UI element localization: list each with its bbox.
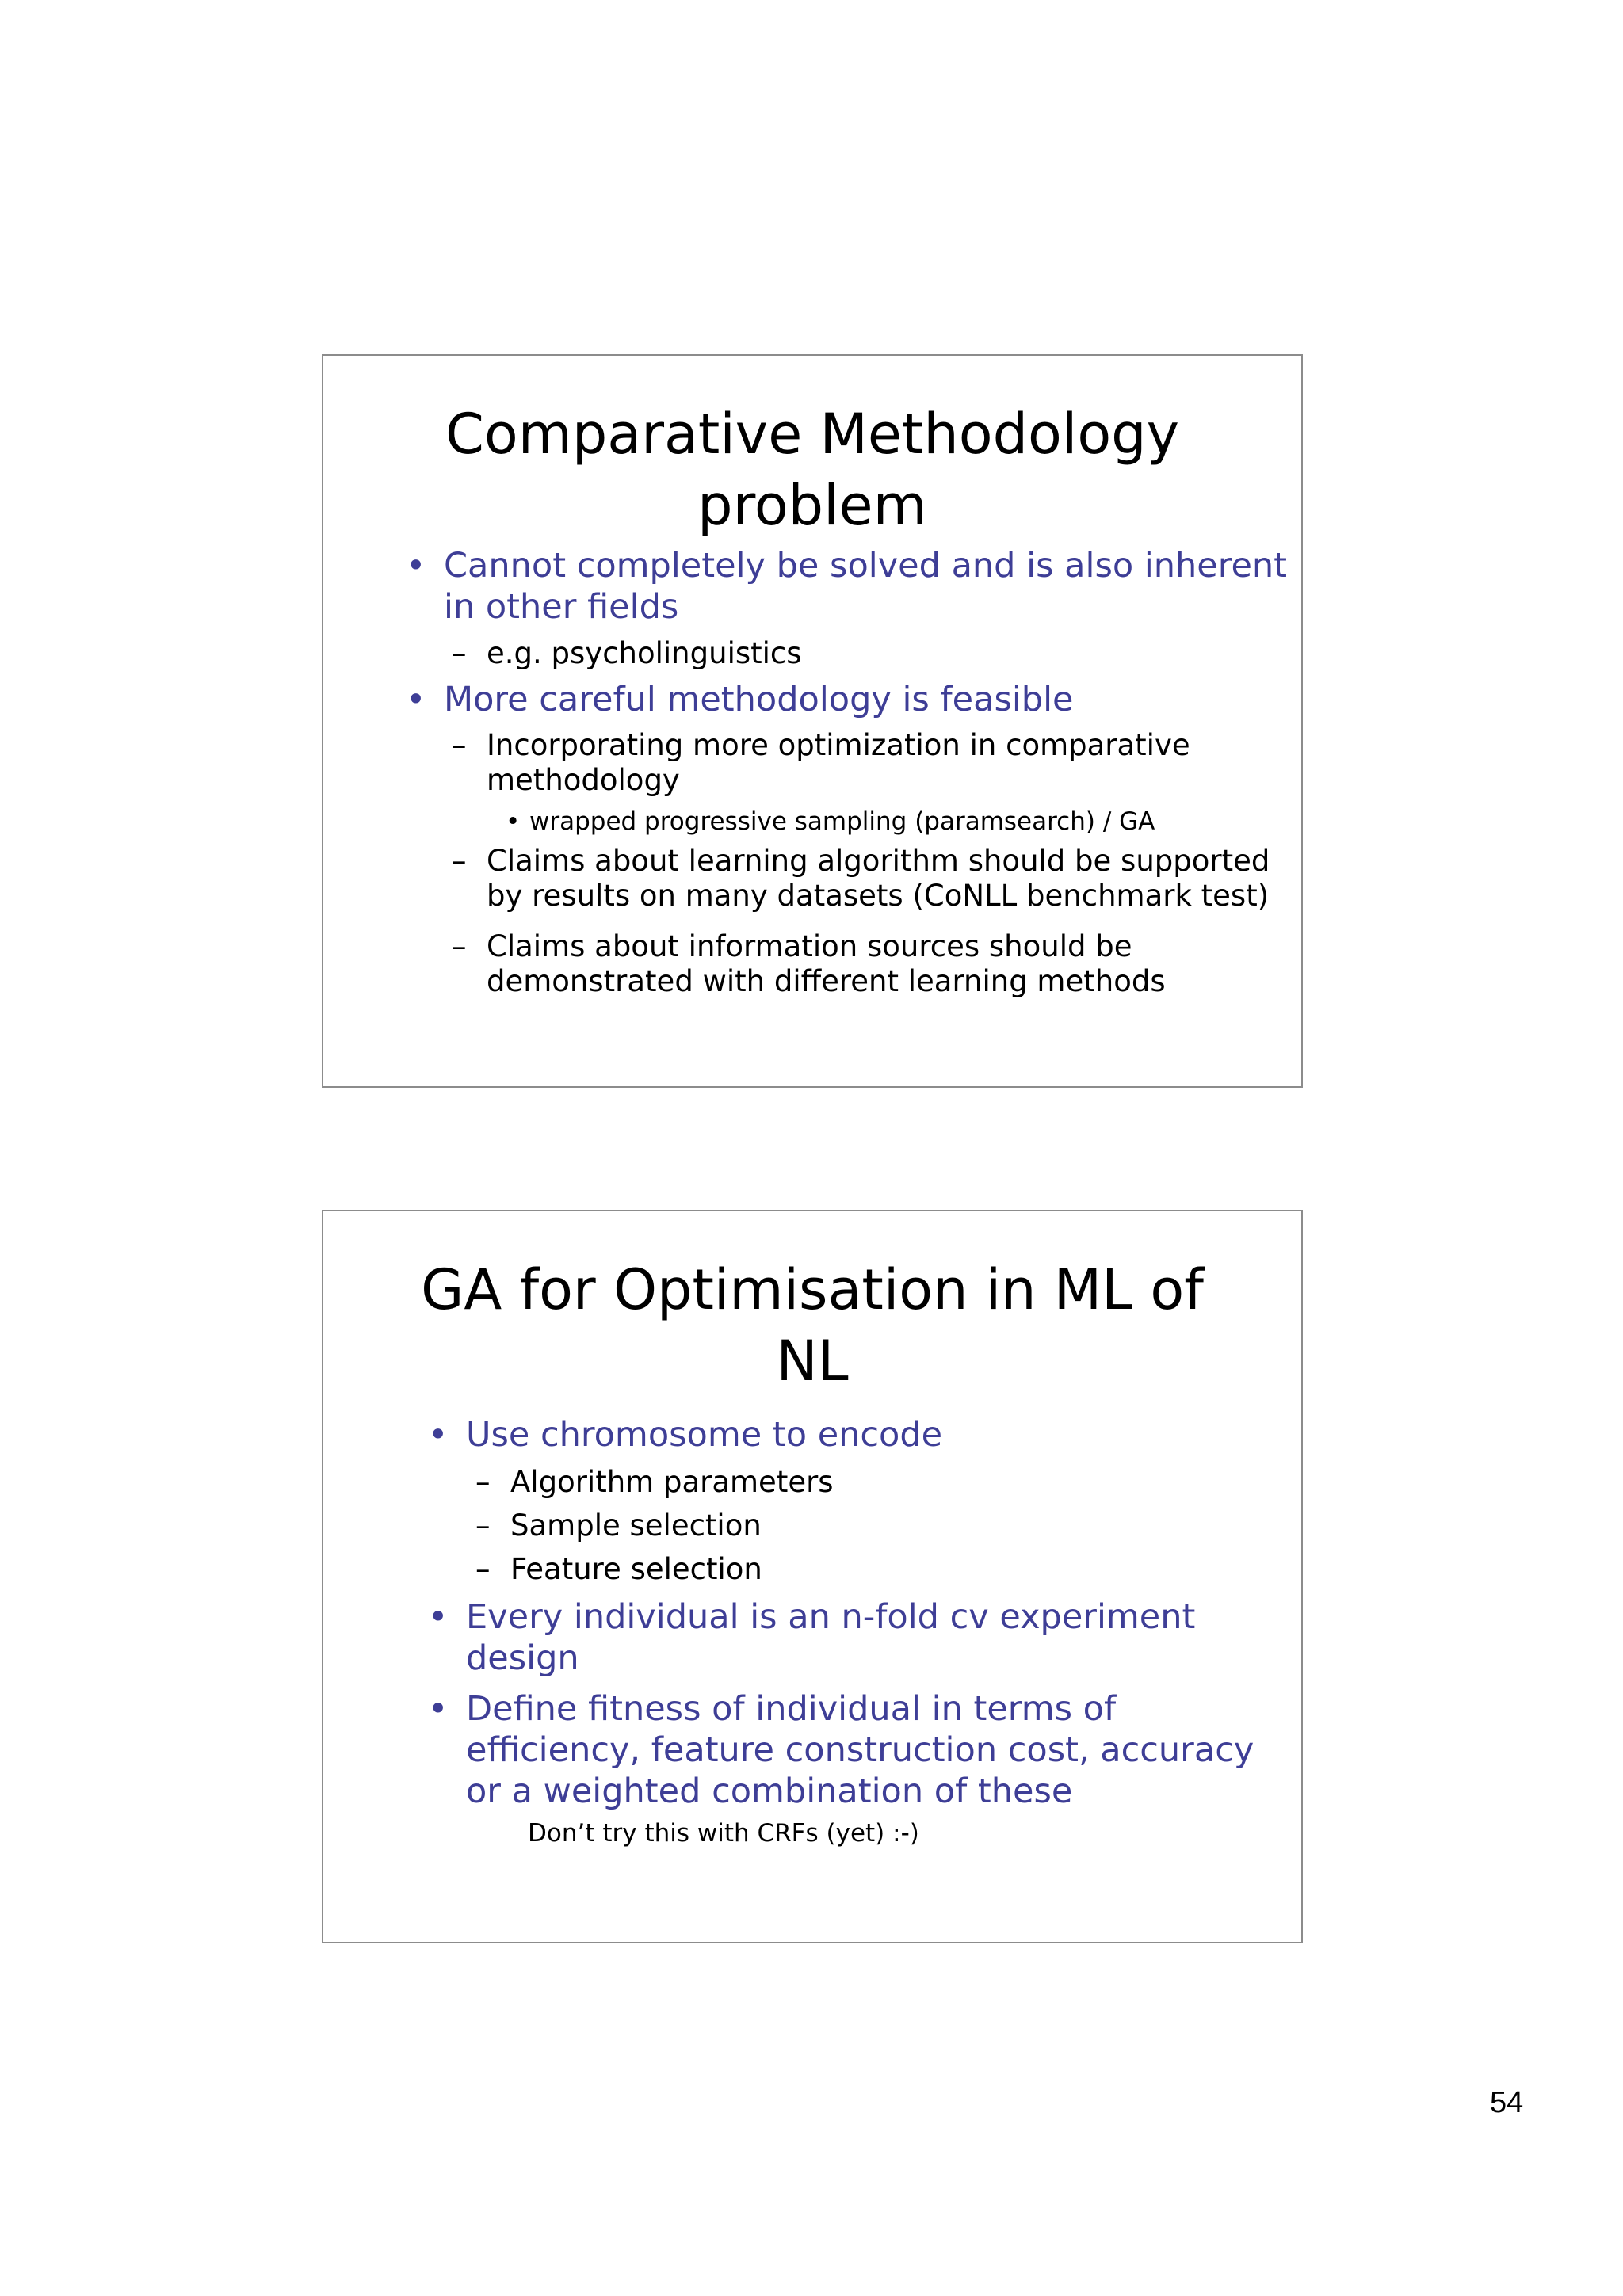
bullet-item: • Cannot completely be solved and is also inherent in other fields (406, 546, 1288, 627)
sub-bullet-item: – Algorithm parameters (475, 1465, 834, 1499)
bullet-marker: • (406, 680, 426, 719)
slide-ga-optimisation (322, 1210, 1303, 1943)
bullet-marker: • (428, 1689, 449, 1729)
bullet-marker: • (428, 1597, 449, 1637)
slide-title: Comparative Methodology problem (445, 402, 1180, 538)
dash-marker: – (452, 728, 467, 762)
dash-marker: – (475, 1465, 491, 1499)
bullet-marker: • (406, 546, 426, 585)
slide-title: GA for Optimisation in ML of NL (421, 1257, 1204, 1394)
sub-bullet-item: – Incorporating more optimization in comparative methodology (452, 728, 1190, 797)
page-number: 54 (1490, 2086, 1524, 2119)
dash-marker: – (475, 1552, 491, 1586)
dash-marker: – (452, 844, 467, 878)
dash-marker: – (475, 1508, 491, 1543)
dash-marker: – (452, 929, 467, 963)
bullet-item: • Use chromosome to encode (428, 1415, 943, 1455)
dash-marker: – (452, 636, 467, 670)
sub-bullet-item: – Claims about learning algorithm should be supported by results on many datasets (CoNLL benchmark test) (452, 844, 1270, 913)
bullet-item: • Every individual is an n-fold cv experiment design (428, 1597, 1196, 1678)
bullet-marker: • (506, 807, 521, 836)
bullet-marker: • (428, 1415, 449, 1455)
bullet-item: • Define fitness of individual in terms of efficiency, feature construction cost, accuracy or a weighted combination of these (428, 1689, 1254, 1811)
sub-bullet-item: – Feature selection (475, 1552, 762, 1586)
slide-comparative-methodology (322, 354, 1303, 1088)
bullet-item: • More careful methodology is feasible (406, 680, 1074, 719)
sub-bullet-item: – Claims about information sources should be demonstrated with different learning methods (452, 929, 1166, 998)
sub-bullet-item: – Sample selection (475, 1508, 762, 1543)
sub-sub-bullet-item: • wrapped progressive sampling (paramsearch) / GA (506, 807, 1155, 836)
sub-bullet-item: – e.g. psycholinguistics (452, 636, 802, 670)
slide-note: Don’t try this with CRFs (yet) :-) (528, 1819, 919, 1848)
